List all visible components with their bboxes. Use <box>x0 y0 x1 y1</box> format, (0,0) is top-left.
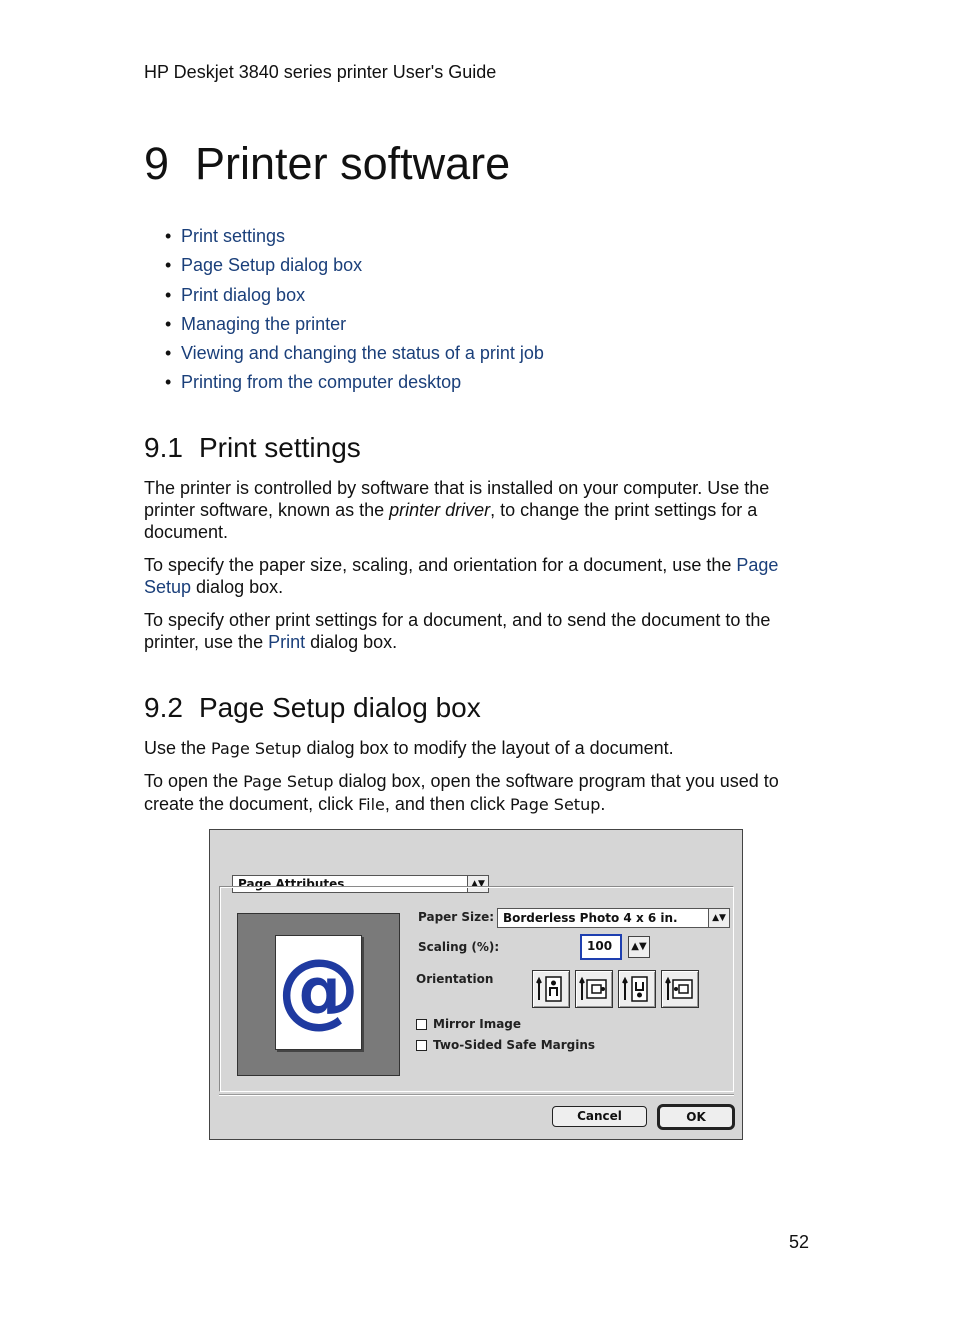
toc-item <box>144 368 544 397</box>
running-header: HP Deskjet 3840 series printer User's Guide <box>144 62 497 82</box>
two-sided-margins-label: Two-Sided Safe Margins <box>433 1038 596 1052</box>
orientation-label: Orientation <box>416 972 494 986</box>
text: To open the <box>144 771 244 791</box>
toc-link-managing-printer[interactable]: Managing the printer <box>181 313 347 334</box>
text: , and then click <box>384 794 510 814</box>
paragraph <box>144 737 809 760</box>
text: dialog box. <box>305 632 398 652</box>
toc-link-print-job-status[interactable]: Viewing and changing the status of a print job <box>181 343 544 364</box>
bullet: • <box>165 255 172 276</box>
paper-size-popup[interactable] <box>497 908 730 928</box>
two-sided-margins-checkbox[interactable] <box>416 1040 427 1051</box>
chapter-number: 9 <box>144 138 170 189</box>
paper-size-label: Paper Size: <box>418 910 495 924</box>
preview-paper <box>275 935 362 1050</box>
toc-item <box>144 251 544 280</box>
ok-button[interactable]: OK <box>657 1104 735 1130</box>
section-number: 9.1 <box>144 432 183 463</box>
ui-term: Page Setup <box>211 739 302 758</box>
ui-term: Page Setup <box>243 772 334 791</box>
at-sign-icon: @ <box>277 942 360 1037</box>
bullet: • <box>165 226 172 246</box>
portrait-icon[interactable] <box>532 970 570 1008</box>
chapter-title <box>144 138 510 190</box>
popup-arrows-icon: ▲▼ <box>708 909 729 927</box>
page-number: 52 <box>788 1232 809 1252</box>
bullet: • <box>165 372 172 393</box>
settings-popup-label: Page Attributes <box>238 877 345 891</box>
text: To specify other print settings for a document, and to send the document to the printer, use the <box>144 610 771 652</box>
paragraph <box>144 554 809 598</box>
paper-size-value: Borderless Photo 4 x 6 in. <box>503 911 678 925</box>
scaling-stepper[interactable]: ▲▼ <box>628 936 650 958</box>
text: dialog box, open the software program that you used to create the document, click <box>144 771 779 814</box>
scaling-input[interactable]: 100 <box>580 934 622 960</box>
paragraph <box>144 609 809 653</box>
section-heading-print-settings <box>144 432 361 464</box>
section-heading-page-setup <box>144 692 481 724</box>
text: Use the <box>144 738 212 758</box>
section-number: 9.2 <box>144 692 183 723</box>
chapter-title-text: Printer software <box>195 138 511 189</box>
toc-item <box>144 339 544 368</box>
mirror-image-checkbox[interactable] <box>416 1019 427 1030</box>
page-preview <box>237 913 400 1076</box>
toc-link-printing-desktop[interactable]: Printing from the computer desktop <box>181 372 462 393</box>
popup-arrows-icon: ▲▼ <box>467 876 488 892</box>
ui-term: Page Setup <box>509 795 601 814</box>
section-title: Page Setup dialog box <box>198 692 481 723</box>
reverse-portrait-icon[interactable] <box>618 970 656 1008</box>
chapter-toc <box>144 222 544 398</box>
toc-item <box>144 222 544 251</box>
divider <box>219 1094 734 1096</box>
scaling-label: Scaling (%): <box>418 940 500 954</box>
bullet: • <box>165 313 172 334</box>
text: dialog box to modify the layout of a document. <box>301 738 674 758</box>
toc-link-print-settings[interactable]: Print settings <box>181 226 286 246</box>
toc-link-page-setup[interactable]: Page Setup dialog box <box>181 255 363 276</box>
bullet: • <box>165 343 172 364</box>
bullet: • <box>165 284 172 305</box>
page-setup-link[interactable]: Page Setup <box>144 555 779 597</box>
ui-term: File <box>358 795 385 814</box>
paragraph <box>144 477 809 543</box>
section-title: Print settings <box>198 432 361 463</box>
print-link[interactable]: Print <box>268 632 306 652</box>
text: . <box>600 794 606 814</box>
landscape-icon[interactable] <box>575 970 613 1008</box>
text: , to change the print settings for a document. <box>144 500 758 542</box>
toc-item <box>144 310 544 339</box>
reverse-landscape-icon[interactable] <box>661 970 699 1008</box>
text: To specify the paper size, scaling, and orientation for a document, use the <box>144 555 737 575</box>
text: dialog box. <box>191 577 284 597</box>
toc-item <box>144 281 544 310</box>
text: The printer is controlled by software that is installed on your computer. Use the printer software, known as the <box>144 478 770 520</box>
cancel-button[interactable]: Cancel <box>552 1106 647 1127</box>
emphasis: printer driver <box>389 500 491 520</box>
toc-link-print-dialog[interactable]: Print dialog box <box>181 284 306 305</box>
paragraph <box>144 770 809 816</box>
mirror-image-label: Mirror Image <box>433 1017 522 1031</box>
page-setup-dialog <box>209 829 743 1140</box>
